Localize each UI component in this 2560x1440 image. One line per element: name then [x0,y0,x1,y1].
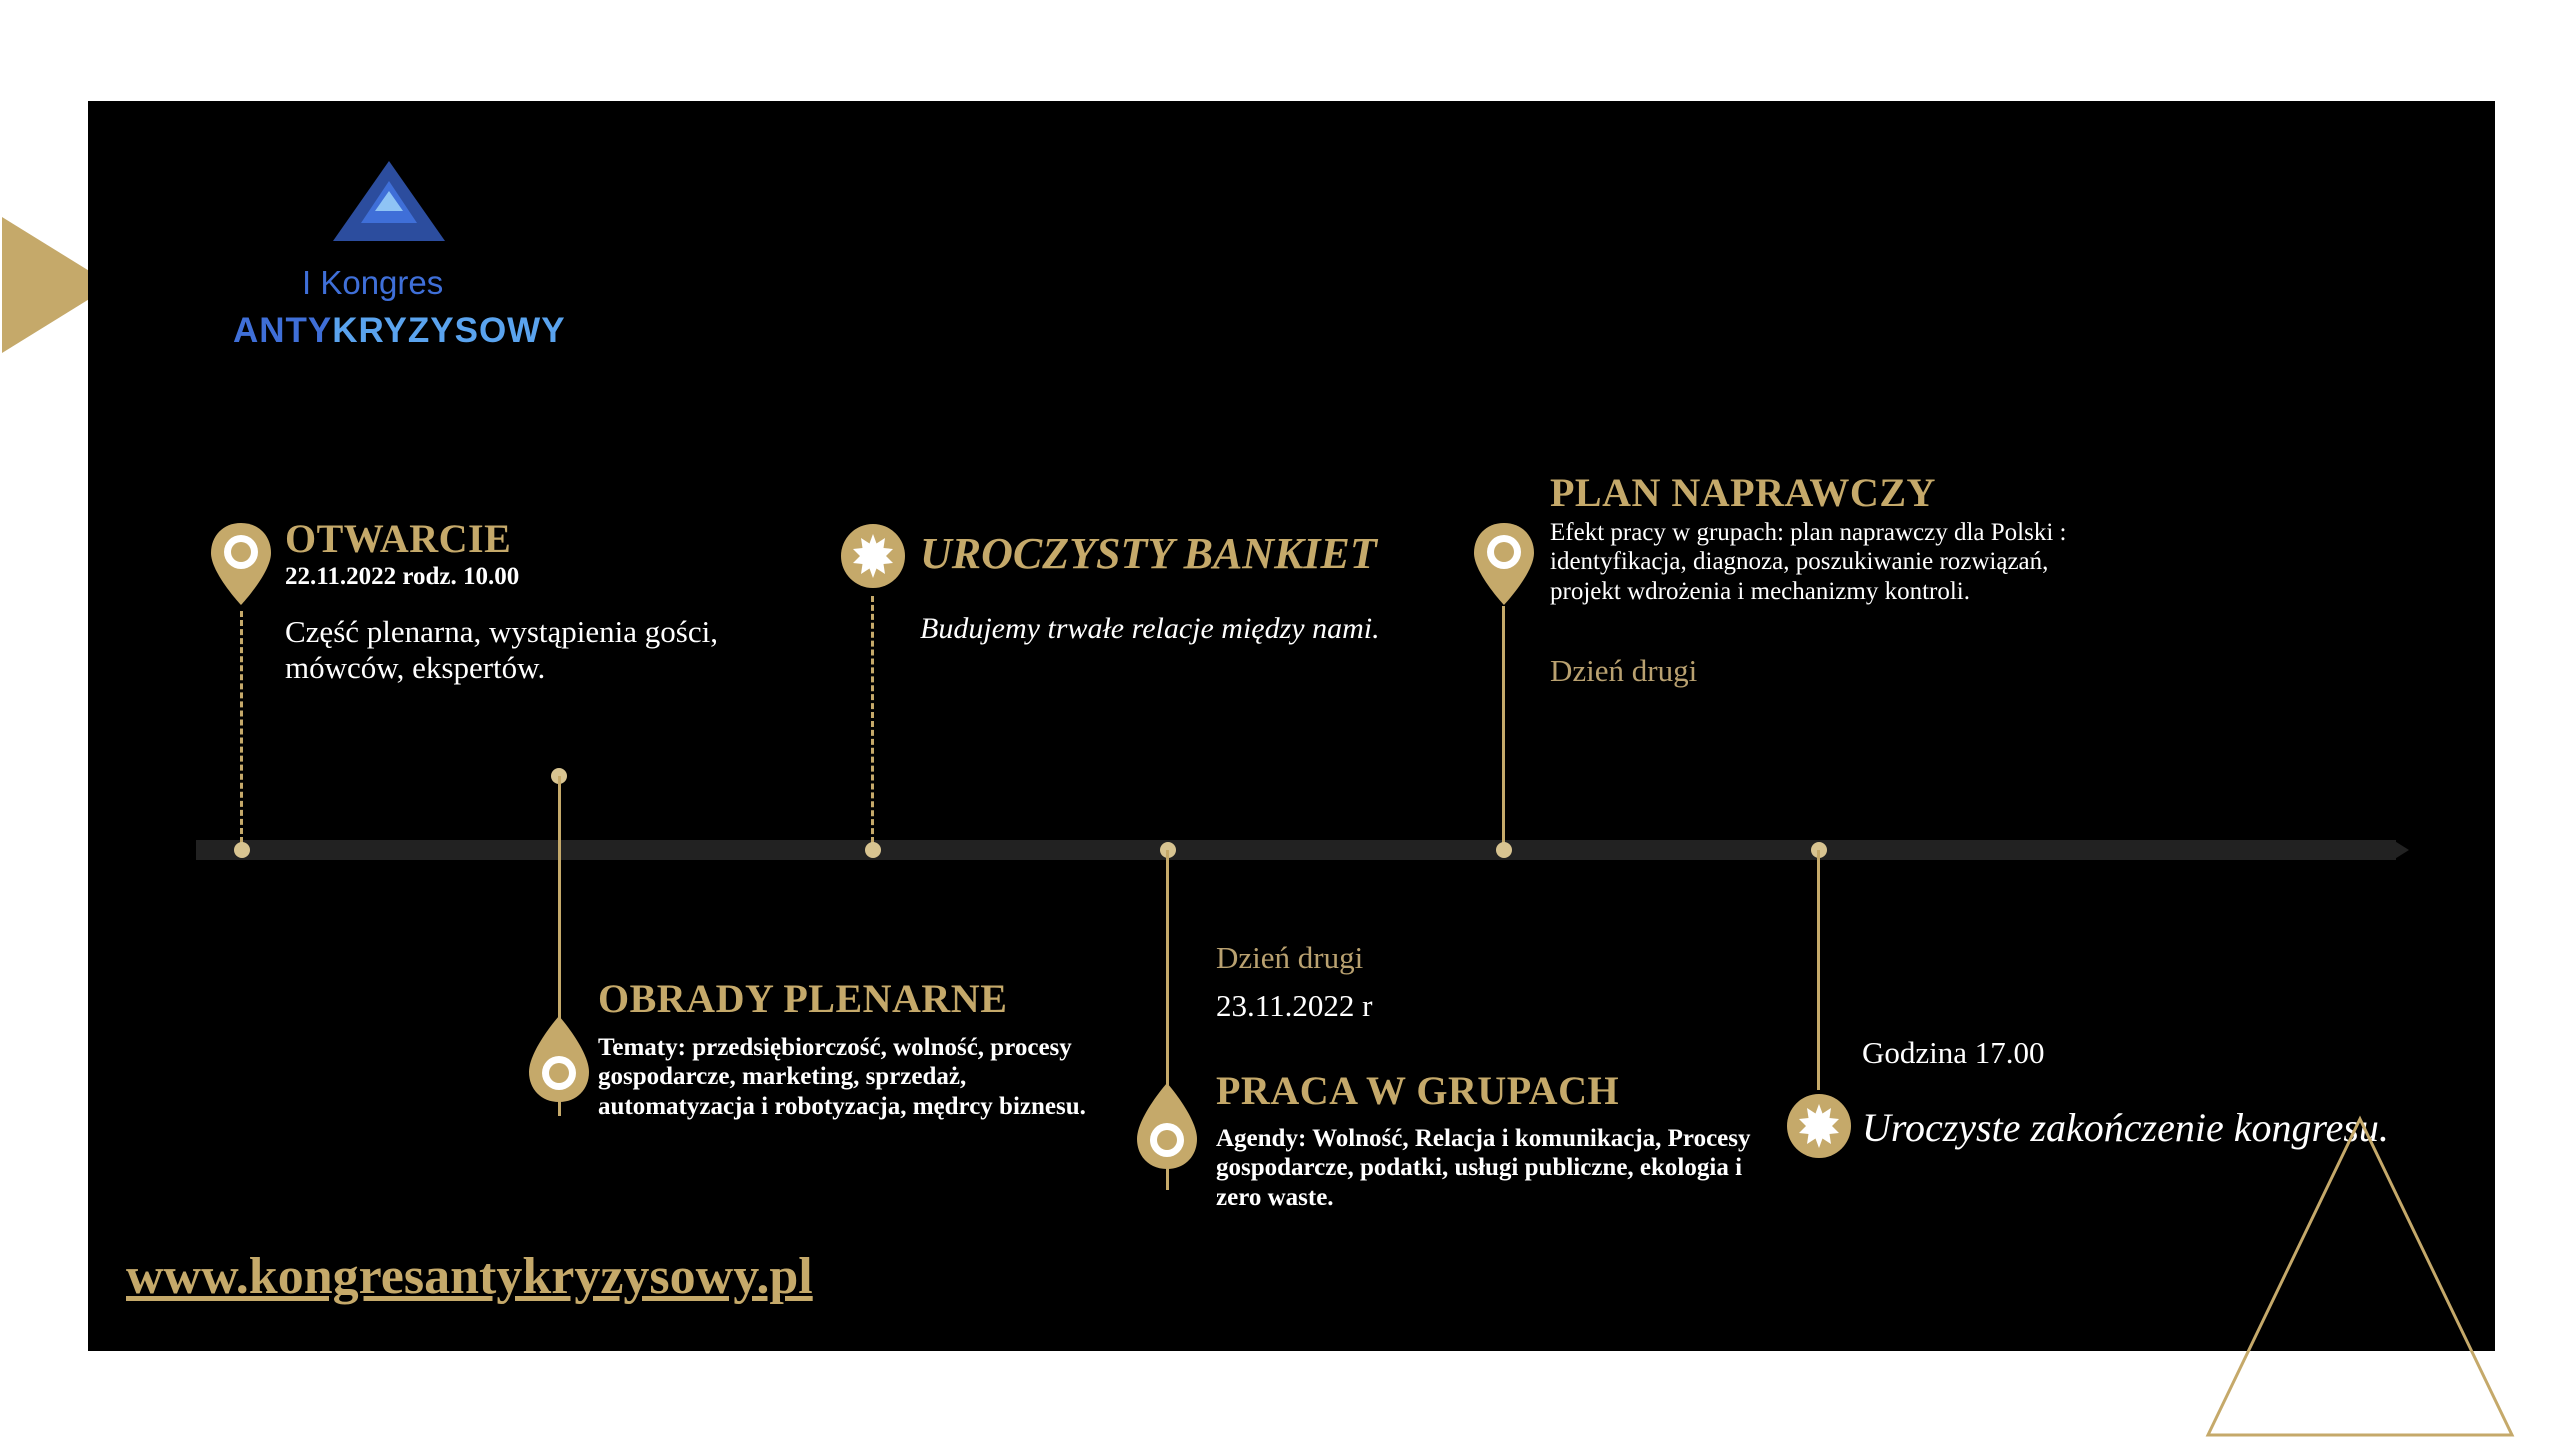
plan-title: PLAN NAPRAWCZY [1550,470,1936,515]
plan-description: Efekt pracy w grupach: plan naprawczy dla Polski : identyfikacja, diagnoza, poszukiwanie rozwiązań, projekt wdrożenia i mechanizmy kontroli. [1550,519,2067,605]
timeline-axis [196,840,2396,860]
praca-date: 23.11.2022 r [1216,988,1373,1023]
otwarcie-description: Część plenarna, wystąpienia gości, mówców, ekspertów. [285,614,718,685]
logo-line2-part2: KRYZYSOWY [332,311,566,350]
bankiet-connector [871,596,874,843]
plan-axis-dot [1496,842,1512,858]
obrady-description: Tematy: przedsiębiorczość, wolność, procesy gospodarcze, marketing, sprzedaż, automatyzacja i robotyzacja, mędrcy biznesu. [598,1034,1086,1120]
map-pin-icon [1471,521,1537,607]
otwarcie-title: OTWARCIE [285,516,512,561]
plan-connector [1502,606,1505,843]
zakonczenie-description: Uroczyste zakończenie kongresu. [1862,1105,2389,1150]
otwarcie-axis-dot [234,842,250,858]
otwarcie-date: 22.11.2022 rodz. 10.00 [285,563,520,590]
website-link[interactable]: www.kongresantykryzysowy.pl [126,1248,813,1305]
praca-title: PRACA W GRUPACH [1216,1068,1620,1113]
seal-badge-icon [1786,1093,1852,1159]
outline-triangle-icon [2200,1115,2520,1440]
bankiet-description: Budujemy trwałe relacje między nami. [920,612,1380,645]
zakonczenie-connector [1817,850,1820,1090]
map-pin-icon [526,1014,592,1104]
logo-line1: I Kongres [302,264,444,301]
obrady-title: OBRADY PLENARNE [598,976,1008,1021]
logo-mountain-icon [331,161,451,246]
seal-badge-icon [840,523,906,589]
bankiet-title: UROCZYSTY BANKIET [920,529,1377,578]
praca-description: Agendy: Wolność, Relacja i komunikacja, Procesy gospodarcze, podatki, usługi publiczne, ekologia i zero waste. [1216,1125,1751,1211]
logo-line2 [233,311,566,351]
bankiet-axis-dot [865,842,881,858]
plan-day: Dzień drugi [1550,653,1698,688]
map-pin-icon [1134,1081,1200,1171]
praca-day: Dzień drugi [1216,940,1364,975]
slide [88,101,2495,1351]
otwarcie-connector [240,611,243,843]
timeline-arrow-tip [2393,840,2411,860]
logo [233,161,578,461]
zakonczenie-time: Godzina 17.00 [1862,1035,2045,1070]
logo-line2-part1: ANTY [233,311,333,350]
map-pin-icon [208,521,274,607]
